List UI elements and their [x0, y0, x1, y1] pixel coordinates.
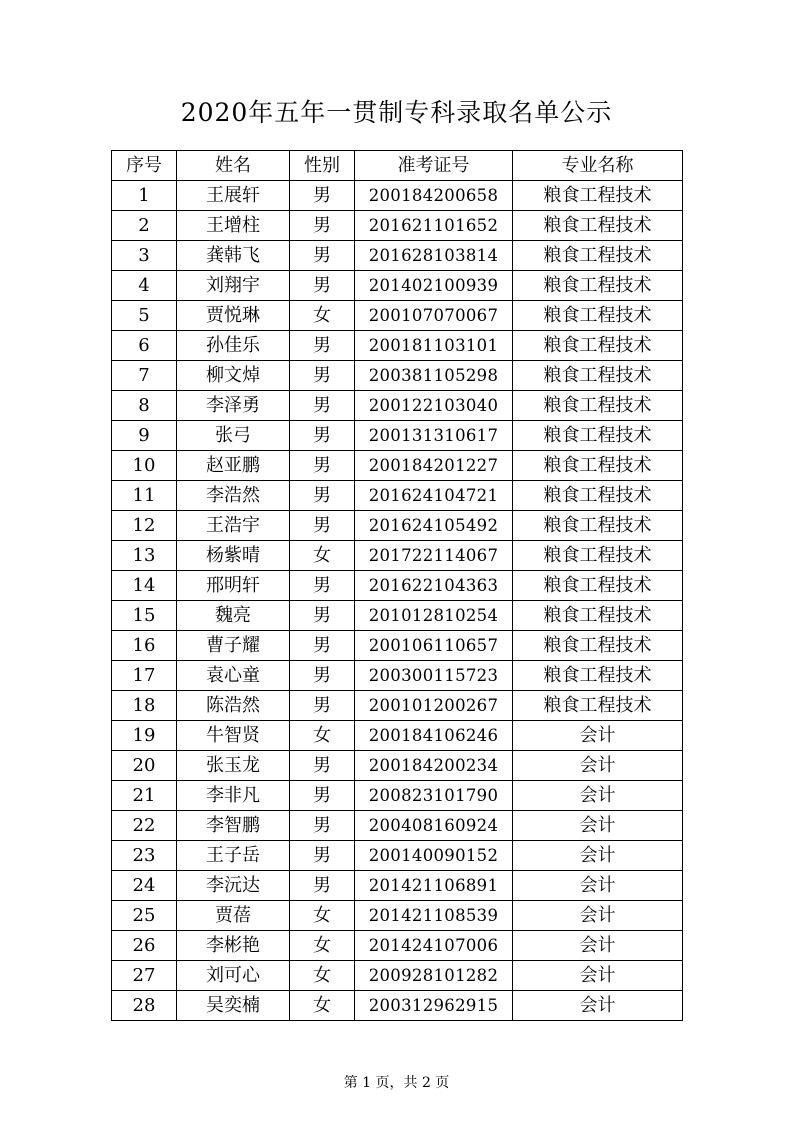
cell-name: 杨紫晴 — [177, 541, 290, 571]
cell-index: 20 — [112, 751, 177, 781]
cell-exam-id: 200122103040 — [355, 391, 513, 421]
cell-exam-id: 201402100939 — [355, 271, 513, 301]
table-row — [112, 721, 683, 751]
cell-major: 会计 — [513, 961, 683, 991]
table-row — [112, 541, 683, 571]
cell-name: 曹子耀 — [177, 631, 290, 661]
table-row — [112, 751, 683, 781]
cell-major: 粮食工程技术 — [513, 241, 683, 271]
cell-major: 会计 — [513, 991, 683, 1021]
table-row — [112, 451, 683, 481]
table-row — [112, 931, 683, 961]
cell-gender: 男 — [290, 691, 355, 721]
cell-major: 粮食工程技术 — [513, 421, 683, 451]
cell-gender: 男 — [290, 241, 355, 271]
cell-index: 14 — [112, 571, 177, 601]
cell-exam-id: 201424107006 — [355, 931, 513, 961]
cell-major: 粮食工程技术 — [513, 601, 683, 631]
table-row — [112, 421, 683, 451]
cell-exam-id: 200184200658 — [355, 181, 513, 211]
table-row — [112, 781, 683, 811]
cell-major: 会计 — [513, 871, 683, 901]
cell-gender: 女 — [290, 541, 355, 571]
cell-major: 粮食工程技术 — [513, 631, 683, 661]
cell-index: 24 — [112, 871, 177, 901]
header-name: 姓名 — [177, 151, 290, 181]
cell-exam-id: 200928101282 — [355, 961, 513, 991]
cell-name: 张弓 — [177, 421, 290, 451]
table-row — [112, 841, 683, 871]
cell-exam-id: 201621101652 — [355, 211, 513, 241]
cell-name: 龚韩飞 — [177, 241, 290, 271]
cell-name: 李浩然 — [177, 481, 290, 511]
cell-major: 会计 — [513, 811, 683, 841]
cell-exam-id: 200381105298 — [355, 361, 513, 391]
cell-major: 粮食工程技术 — [513, 271, 683, 301]
cell-gender: 女 — [290, 901, 355, 931]
cell-index: 22 — [112, 811, 177, 841]
cell-name: 王增柱 — [177, 211, 290, 241]
cell-major: 会计 — [513, 901, 683, 931]
header-major: 专业名称 — [513, 151, 683, 181]
table-row — [112, 571, 683, 601]
cell-index: 7 — [112, 361, 177, 391]
cell-index: 11 — [112, 481, 177, 511]
cell-name: 李沅达 — [177, 871, 290, 901]
cell-index: 1 — [112, 181, 177, 211]
table-header-row — [112, 151, 683, 181]
cell-index: 13 — [112, 541, 177, 571]
table-row — [112, 901, 683, 931]
cell-exam-id: 200184201227 — [355, 451, 513, 481]
cell-name: 魏亮 — [177, 601, 290, 631]
cell-index: 21 — [112, 781, 177, 811]
cell-index: 17 — [112, 661, 177, 691]
cell-index: 8 — [112, 391, 177, 421]
cell-major: 粮食工程技术 — [513, 391, 683, 421]
table-row — [112, 301, 683, 331]
table-row — [112, 481, 683, 511]
cell-exam-id: 200823101790 — [355, 781, 513, 811]
cell-major: 会计 — [513, 931, 683, 961]
page-footer: 第 1 页，共 2 页 — [343, 1075, 450, 1091]
table-row — [112, 961, 683, 991]
cell-gender: 男 — [290, 271, 355, 301]
table-row — [112, 391, 683, 421]
cell-exam-id: 200184200234 — [355, 751, 513, 781]
cell-exam-id: 201012810254 — [355, 601, 513, 631]
cell-major: 粮食工程技术 — [513, 331, 683, 361]
cell-major: 粮食工程技术 — [513, 301, 683, 331]
cell-exam-id: 201622104363 — [355, 571, 513, 601]
cell-name: 王浩宇 — [177, 511, 290, 541]
cell-gender: 男 — [290, 181, 355, 211]
cell-index: 18 — [112, 691, 177, 721]
cell-major: 粮食工程技术 — [513, 571, 683, 601]
cell-name: 袁心童 — [177, 661, 290, 691]
table-row — [112, 211, 683, 241]
cell-major: 会计 — [513, 841, 683, 871]
cell-index: 28 — [112, 991, 177, 1021]
cell-major: 会计 — [513, 781, 683, 811]
cell-name: 王子岳 — [177, 841, 290, 871]
cell-index: 25 — [112, 901, 177, 931]
cell-name: 李彬艳 — [177, 931, 290, 961]
table-row — [112, 361, 683, 391]
cell-gender: 女 — [290, 961, 355, 991]
cell-exam-id: 200312962915 — [355, 991, 513, 1021]
cell-exam-id: 200106110657 — [355, 631, 513, 661]
cell-index: 2 — [112, 211, 177, 241]
cell-major: 粮食工程技术 — [513, 361, 683, 391]
cell-exam-id: 200300115723 — [355, 661, 513, 691]
cell-gender: 男 — [290, 631, 355, 661]
cell-index: 10 — [112, 451, 177, 481]
cell-gender: 女 — [290, 931, 355, 961]
cell-gender: 男 — [290, 601, 355, 631]
cell-name: 陈浩然 — [177, 691, 290, 721]
cell-index: 12 — [112, 511, 177, 541]
cell-name: 刘翔宇 — [177, 271, 290, 301]
header-gender: 性别 — [290, 151, 355, 181]
cell-index: 5 — [112, 301, 177, 331]
cell-gender: 男 — [290, 211, 355, 241]
cell-name: 贾悦琳 — [177, 301, 290, 331]
cell-gender: 男 — [290, 661, 355, 691]
cell-index: 23 — [112, 841, 177, 871]
cell-gender: 男 — [290, 361, 355, 391]
table-row — [112, 331, 683, 361]
table-row — [112, 601, 683, 631]
cell-exam-id: 201624104721 — [355, 481, 513, 511]
cell-index: 19 — [112, 721, 177, 751]
cell-name: 赵亚鹏 — [177, 451, 290, 481]
cell-gender: 女 — [290, 721, 355, 751]
cell-gender: 男 — [290, 481, 355, 511]
cell-exam-id: 200184106246 — [355, 721, 513, 751]
cell-exam-id: 200140090152 — [355, 841, 513, 871]
cell-gender: 女 — [290, 301, 355, 331]
cell-gender: 男 — [290, 841, 355, 871]
cell-major: 粮食工程技术 — [513, 181, 683, 211]
table-row — [112, 631, 683, 661]
cell-major: 粮食工程技术 — [513, 451, 683, 481]
cell-major: 粮食工程技术 — [513, 211, 683, 241]
cell-name: 贾蓓 — [177, 901, 290, 931]
cell-name: 柳文焯 — [177, 361, 290, 391]
cell-name: 孙佳乐 — [177, 331, 290, 361]
cell-exam-id: 200408160924 — [355, 811, 513, 841]
cell-exam-id: 201421108539 — [355, 901, 513, 931]
table-row — [112, 691, 683, 721]
cell-exam-id: 201421106891 — [355, 871, 513, 901]
cell-name: 刘可心 — [177, 961, 290, 991]
cell-gender: 男 — [290, 811, 355, 841]
table-body — [112, 181, 683, 1021]
cell-gender: 男 — [290, 421, 355, 451]
cell-major: 粮食工程技术 — [513, 691, 683, 721]
cell-name: 李非凡 — [177, 781, 290, 811]
cell-name: 邢明轩 — [177, 571, 290, 601]
table-row — [112, 991, 683, 1021]
cell-gender: 男 — [290, 331, 355, 361]
cell-gender: 男 — [290, 781, 355, 811]
table-row — [112, 181, 683, 211]
table-row — [112, 871, 683, 901]
cell-exam-id: 201628103814 — [355, 241, 513, 271]
cell-index: 27 — [112, 961, 177, 991]
cell-gender: 男 — [290, 751, 355, 781]
cell-index: 26 — [112, 931, 177, 961]
cell-name: 王展轩 — [177, 181, 290, 211]
cell-name: 吴奕楠 — [177, 991, 290, 1021]
cell-gender: 男 — [290, 571, 355, 601]
page-title: 2020年五年一贯制专科录取名单公示 — [180, 98, 613, 127]
cell-name: 李泽勇 — [177, 391, 290, 421]
cell-exam-id: 200101200267 — [355, 691, 513, 721]
table-row — [112, 661, 683, 691]
cell-exam-id: 201722114067 — [355, 541, 513, 571]
table-row — [112, 271, 683, 301]
cell-exam-id: 200131310617 — [355, 421, 513, 451]
cell-exam-id: 201624105492 — [355, 511, 513, 541]
header-index: 序号 — [112, 151, 177, 181]
cell-major: 会计 — [513, 751, 683, 781]
cell-index: 15 — [112, 601, 177, 631]
table-row — [112, 241, 683, 271]
cell-name: 牛智贤 — [177, 721, 290, 751]
header-exam-id: 准考证号 — [355, 151, 513, 181]
cell-major: 粮食工程技术 — [513, 661, 683, 691]
cell-gender: 男 — [290, 391, 355, 421]
cell-gender: 男 — [290, 871, 355, 901]
cell-index: 6 — [112, 331, 177, 361]
cell-index: 9 — [112, 421, 177, 451]
cell-major: 会计 — [513, 721, 683, 751]
table-row — [112, 511, 683, 541]
cell-major: 粮食工程技术 — [513, 481, 683, 511]
admission-table — [111, 150, 683, 1021]
cell-exam-id: 200181103101 — [355, 331, 513, 361]
cell-major: 粮食工程技术 — [513, 511, 683, 541]
cell-index: 4 — [112, 271, 177, 301]
cell-major: 粮食工程技术 — [513, 541, 683, 571]
cell-gender: 女 — [290, 991, 355, 1021]
cell-exam-id: 200107070067 — [355, 301, 513, 331]
cell-name: 张玉龙 — [177, 751, 290, 781]
cell-index: 3 — [112, 241, 177, 271]
cell-name: 李智鹏 — [177, 811, 290, 841]
cell-gender: 男 — [290, 511, 355, 541]
cell-gender: 男 — [290, 451, 355, 481]
cell-index: 16 — [112, 631, 177, 661]
table-row — [112, 811, 683, 841]
